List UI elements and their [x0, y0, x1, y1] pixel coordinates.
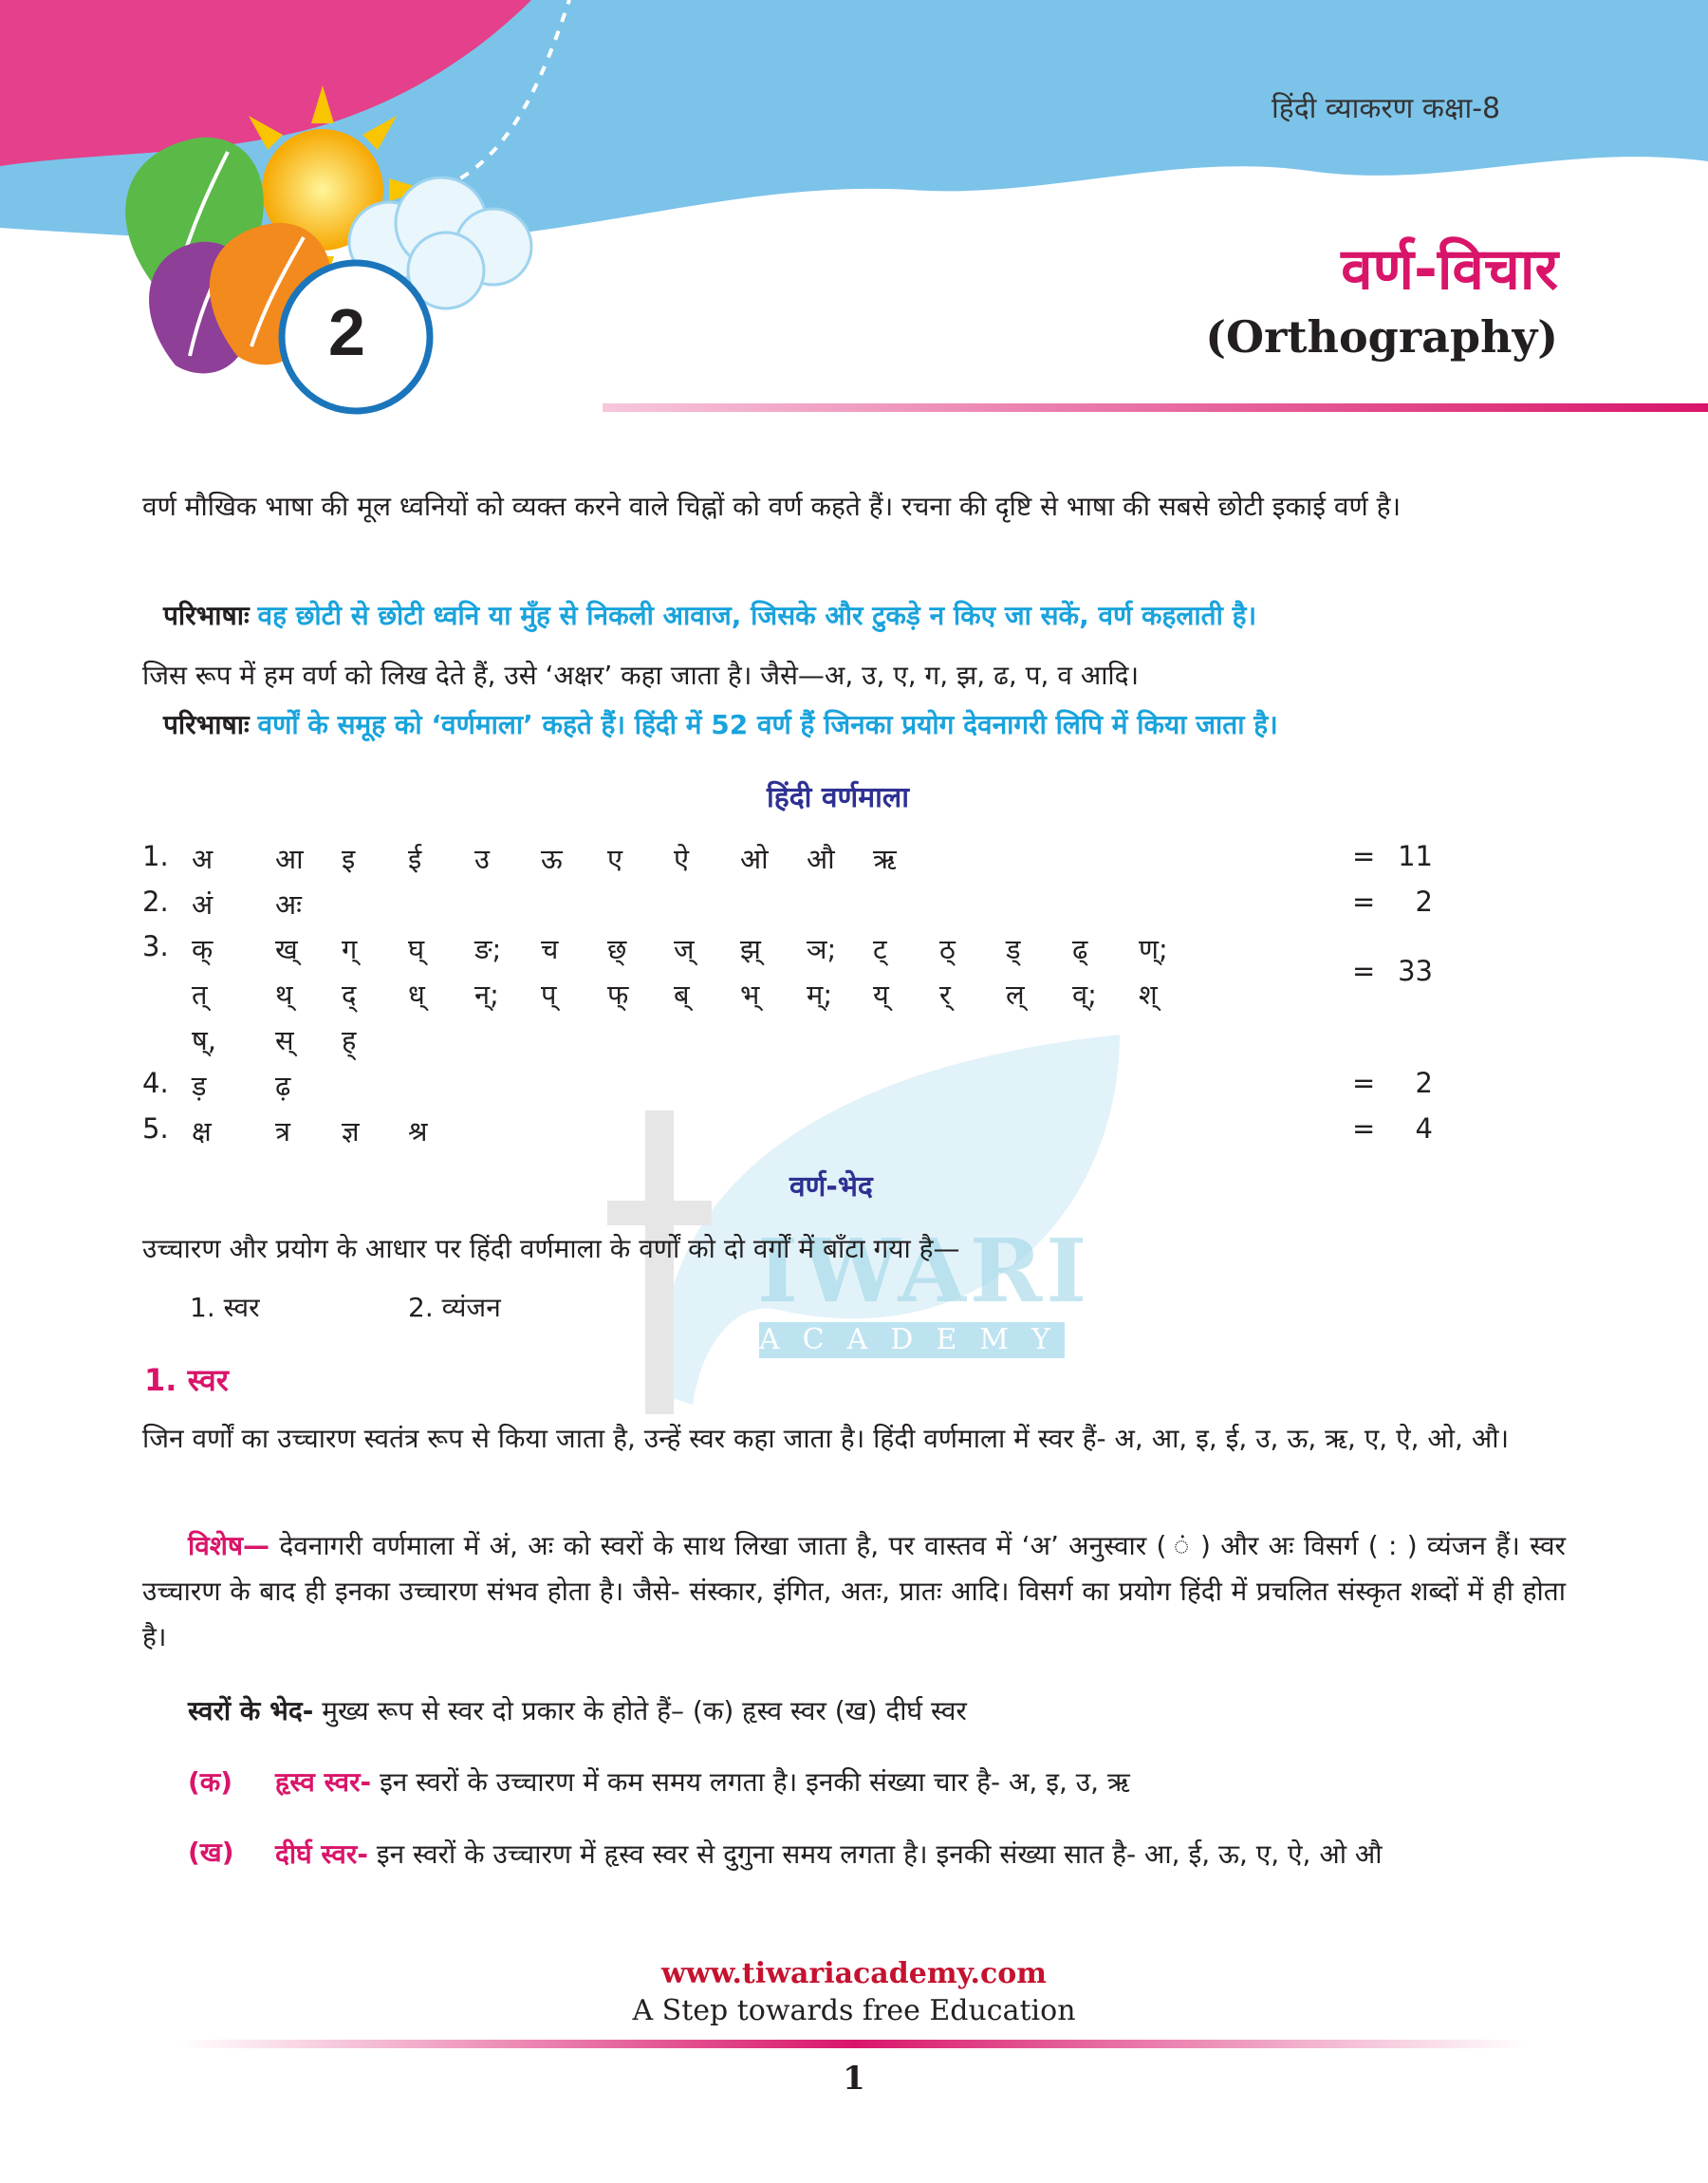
swar-text: जिन वर्णों का उच्चारण स्वतंत्र रूप से किया जाता है, उन्हें स्वर कहा जाता है। हिंदी वर्णमाला में स्वर हैं- अ, आ, इ, ई, उ, ऊ, ऋ, ए, ऐ, ओ, औ। — [142, 1423, 1510, 1454]
varna-letter: ऊ — [541, 843, 563, 875]
varna-letter: ठ् — [939, 933, 956, 965]
varna-letter: इ — [342, 843, 356, 875]
title-divider — [603, 403, 1708, 412]
varna-letter: फ् — [607, 979, 629, 1011]
varna-letter: त् — [192, 979, 208, 1011]
kha-text: इन स्वरों के उच्चारण में हृस्व स्वर से दुगुना समय लगता है। इनकी संख्या सात है- आ, ई, ऊ, ए, ऐ, ओ औ — [376, 1838, 1383, 1870]
varna-letter: ध् — [408, 979, 425, 1011]
varna-letter: त्र — [275, 1115, 291, 1147]
varna-letter: ई — [408, 843, 422, 875]
kha-marker-text: (ख) — [188, 1837, 234, 1868]
swar-bhed-line — [188, 1692, 967, 1728]
book-title: हिंदी व्याकरण कक्षा-8 — [1272, 92, 1501, 125]
varna-letter: ह् — [342, 1024, 357, 1056]
varna-letter: स् — [275, 1024, 294, 1056]
definition-2 — [163, 702, 1568, 748]
varna-letter: औ — [807, 843, 835, 875]
footer-divider-line — [180, 2040, 1528, 2048]
varna-letter: ज् — [674, 933, 695, 965]
equals-sign: = — [1352, 886, 1376, 918]
ka-marker-text: (क) — [188, 1766, 233, 1798]
swar-heading: 1. स्वर — [144, 1362, 229, 1398]
varna-letter: उ — [474, 843, 490, 875]
varna-letter: ड़ — [192, 1070, 207, 1102]
varna-letter: य् — [873, 979, 889, 1011]
row-number: 5. — [142, 1112, 169, 1145]
varna-letter: च — [541, 933, 559, 965]
equals-sign: = — [1352, 1112, 1376, 1145]
varna-letter: ऋ — [873, 843, 897, 875]
watermark-brand: IWARI — [757, 1220, 1091, 1322]
varnamala-row — [142, 1067, 1433, 1110]
akshar-line: जिस रूप में हम वर्ण को लिख देते हैं, उसे ‘अक्षर’ कहा जाता है। जैसे—अ, उ, ए, ग, झ, ढ, प, व आदि। — [142, 660, 1140, 691]
ka-label: हृस्व स्वर- — [275, 1766, 372, 1798]
varna-letter: व्; — [1072, 979, 1097, 1011]
row-number: 1. — [142, 840, 169, 872]
varna-letter: ग् — [342, 933, 358, 965]
varna-letter: क् — [192, 933, 214, 965]
definition-2-text: वर्णों के समूह को ‘वर्णमाला’ कहते हैं। हिंदी में 52 वर्ण हैं जिनका प्रयोग देवनागरी लिपि में किया जाता है। — [257, 709, 1278, 740]
definition-2-label: परिभाषाः — [163, 709, 250, 740]
varna-letter: ल् — [1006, 979, 1025, 1011]
ka-text: इन स्वरों के उच्चारण में कम समय लगता है। इनकी संख्या चार है- अ, इ, उ, ऋ — [380, 1766, 1130, 1798]
varna-letter: थ् — [275, 979, 293, 1011]
intro-paragraph: वर्ण मौखिक भाषा की मूल ध्वनियों को व्यक्त करने वाले चिह्नों को वर्ण कहते हैं। रचना की दृष्टि से भाषा की सबसे छोटी इकाई वर्ण है। — [142, 491, 1402, 522]
varnamala-row — [142, 1112, 1433, 1156]
varna-bhed-item-1: 1. स्वर — [190, 1292, 260, 1323]
kha-label: दीर्घ स्वर- — [275, 1838, 368, 1870]
varna-letter: ब् — [674, 979, 690, 1011]
kha-marker — [188, 1834, 234, 1870]
row-number: 3. — [142, 930, 169, 962]
varna-letter: छ् — [607, 933, 627, 965]
swar-bhed-label: स्वरों के भेद- — [188, 1695, 314, 1726]
varna-letter: प् — [541, 979, 557, 1011]
varna-letter: आ — [275, 843, 304, 875]
footer-tagline: A Step towards free Education — [632, 1994, 1076, 2027]
row-count: 2 — [1415, 886, 1433, 918]
varna-letter: घ् — [408, 933, 425, 965]
equals-sign: = — [1352, 955, 1376, 987]
equals-sign: = — [1352, 1067, 1376, 1099]
varnamala-row — [142, 1021, 1290, 1065]
varna-letter: ऐ — [674, 843, 690, 875]
varna-letter: द् — [342, 979, 357, 1011]
row-count: 33 — [1398, 955, 1433, 987]
varna-bhed-item-2: 2. व्यंजन — [408, 1292, 501, 1323]
page-number: 1 — [843, 2060, 865, 2098]
ka-line — [275, 1763, 1566, 1800]
varna-letter: अः — [275, 888, 303, 921]
chapter-number: 2 — [328, 295, 365, 369]
varna-letter: ए — [607, 843, 623, 875]
varnamala-row — [142, 976, 1290, 1019]
varna-letter: श् — [1139, 979, 1158, 1011]
vishesh-paragraph — [142, 1523, 1566, 1660]
row-count: 2 — [1415, 1067, 1433, 1099]
watermark-sub: ACADEMY — [759, 1323, 1073, 1356]
varna-letter: क्ष — [192, 1115, 212, 1147]
varna-letter: ढ़ — [275, 1070, 291, 1102]
varna-letter: अं — [192, 888, 214, 921]
varnamala-row — [142, 886, 1433, 929]
varna-bhed-text: उच्चारण और प्रयोग के आधार पर हिंदी वर्णमाला के वर्णों को दो वर्गों में बाँटा गया है— — [142, 1233, 960, 1264]
varna-bhed-heading: वर्ण-भेद — [789, 1170, 873, 1203]
varna-letter: ख् — [275, 933, 298, 965]
varnamala-row — [142, 840, 1433, 884]
definition-1-text: वह छोटी से छोटी ध्वनि या मुँह से निकली आवाज, जिसके और टुकड़े न किए जा सकें, वर्ण कहलाती है। — [257, 600, 1257, 631]
varna-letter: ज्ञ — [342, 1115, 360, 1147]
varna-letter: भ् — [740, 979, 760, 1011]
row-count: 11 — [1398, 840, 1433, 872]
swar-bhed-text: मुख्य रूप से स्वर दो प्रकार के होते हैं– (क) हृस्व स्वर (ख) दीर्घ स्वर — [322, 1695, 967, 1726]
footer-url[interactable]: www.tiwariacademy.com — [660, 1957, 1048, 1990]
row-count: 4 — [1415, 1112, 1433, 1145]
varna-letter: ड् — [1006, 933, 1021, 965]
varna-letter: ओ — [740, 843, 769, 875]
row-number: 2. — [142, 886, 169, 918]
varnamala-row — [142, 930, 1433, 987]
definition-1 — [163, 593, 1568, 639]
varna-letter: ष्, — [192, 1024, 216, 1056]
varna-letter: ढ् — [1072, 933, 1088, 965]
chapter-title: वर्ण-विचार — [1341, 236, 1558, 303]
varna-letter: न्; — [474, 979, 499, 1011]
varna-letter: झ् — [740, 933, 761, 965]
varna-letter: ङ; — [474, 933, 502, 965]
kha-line — [275, 1834, 1566, 1875]
equals-sign: = — [1352, 840, 1376, 872]
vishesh-text: देवनागरी वर्णमाला में अं, अः को स्वरों के साथ लिखा जाता है, पर वास्तव में ‘अ’ अनुस्वार ( ं ) और अः विसर्ग ( : ) व्यंजन हैं। स्वर उच्चारण के बाद ही इनका उच्चारण संभव होता है। जैसे- संस्कार, इंगित, अतः, प्रातः आदि। विसर्ग का प्रयोग हिंदी में प्रचलित संस्कृत शब्दों में ही होता है। — [142, 1530, 1567, 1652]
definition-1-label: परिभाषाः — [163, 600, 250, 631]
varna-letter: र् — [939, 979, 951, 1011]
varnamala-heading: हिंदी वर्णमाला — [767, 781, 910, 814]
varna-letter: ट् — [873, 933, 887, 965]
row-number: 4. — [142, 1067, 169, 1099]
varna-letter: श्र — [408, 1115, 428, 1147]
varna-letter: म्; — [807, 979, 833, 1011]
chapter-subtitle: (Orthography) — [1205, 311, 1558, 363]
varna-letter: अ — [192, 843, 214, 875]
varna-letter: ण्; — [1139, 933, 1168, 965]
varna-letter: ञ; — [807, 933, 837, 965]
ka-marker — [188, 1763, 232, 1800]
header-artwork — [0, 0, 1708, 427]
vishesh-label: विशेष— — [188, 1530, 270, 1561]
